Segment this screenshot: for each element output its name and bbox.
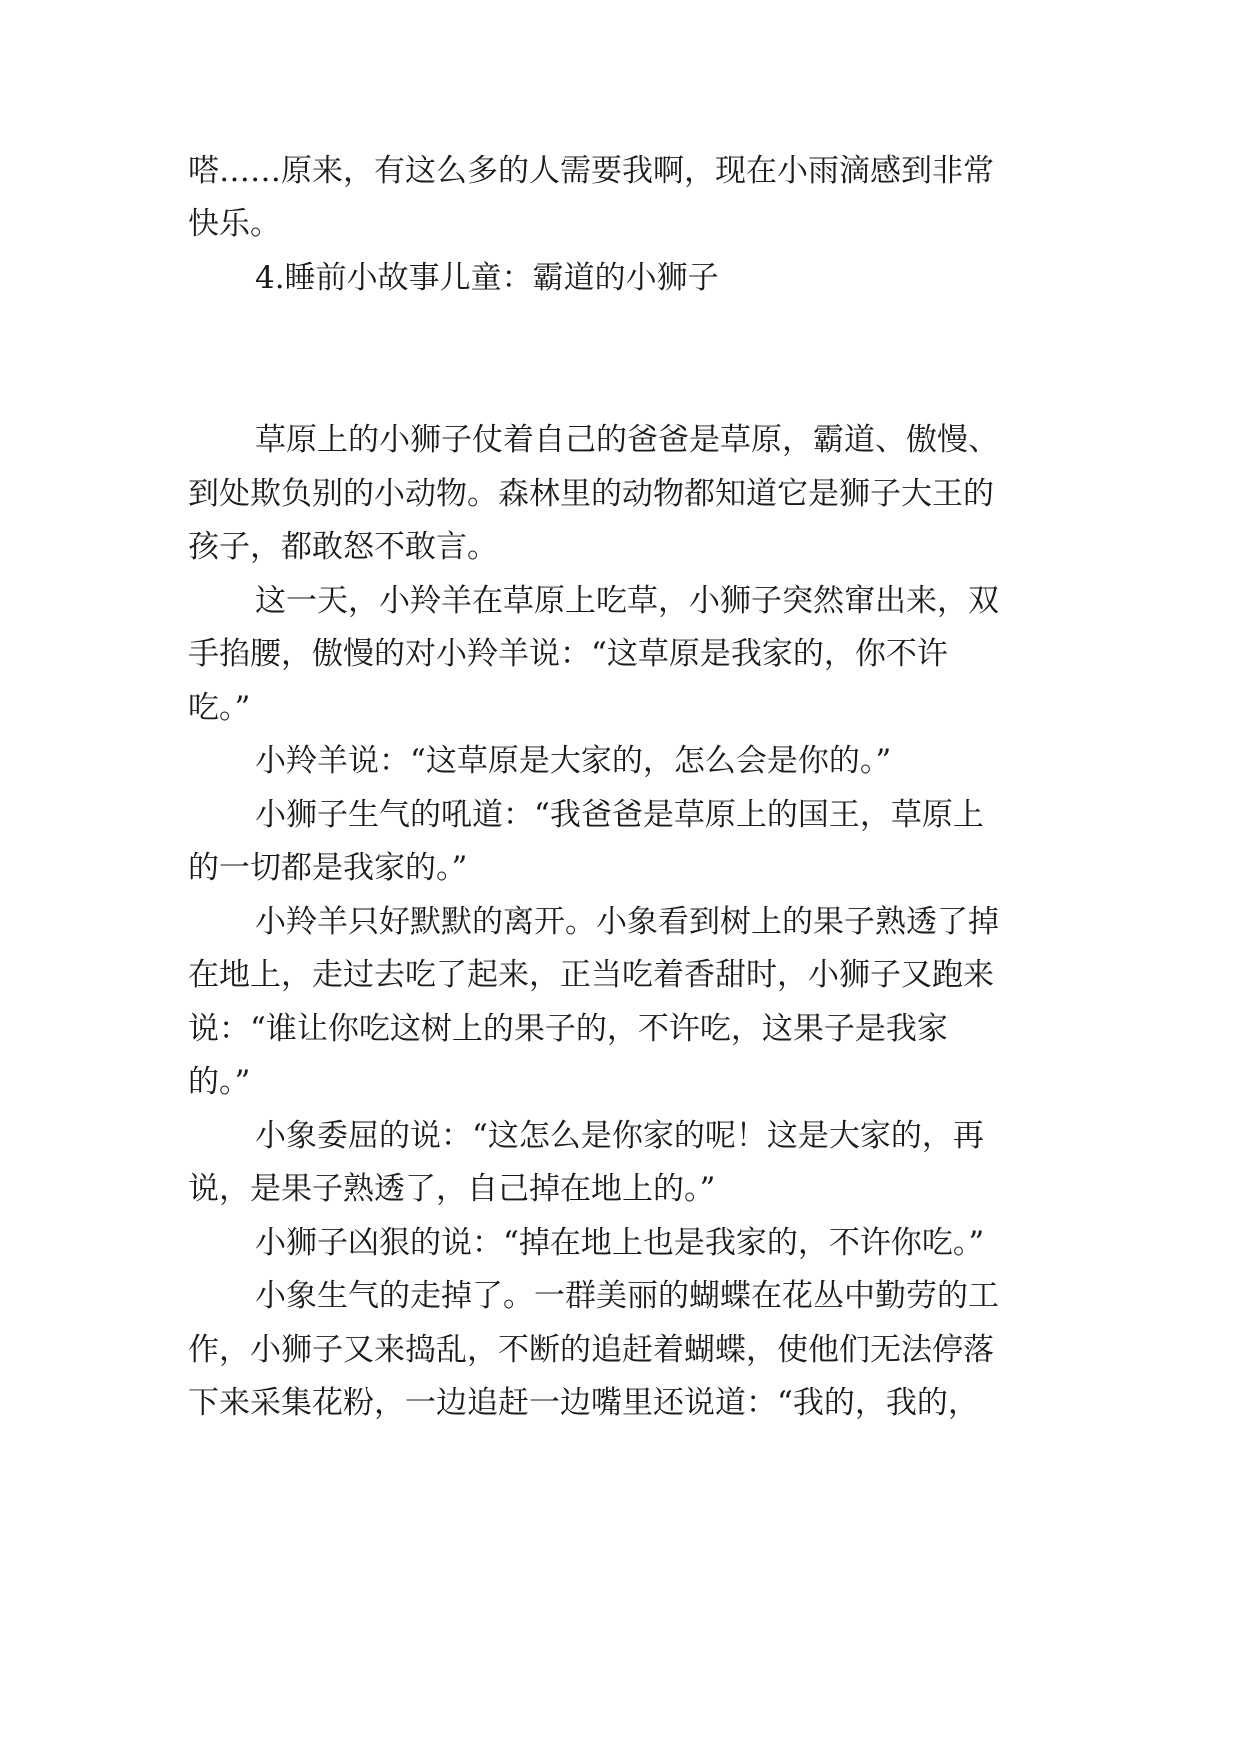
- text-line: 小羚羊说：“这草原是大家的，怎么会是你的。”: [255, 743, 892, 779]
- text-line: 到处欺负别的小动物。森林里的动物都知道它是狮子大王的: [188, 476, 994, 512]
- text-line: 小象生气的走掉了。一群美丽的蝴蝶在花丛中勤劳的工: [255, 1278, 999, 1314]
- text-line: 吃。”: [188, 690, 251, 726]
- section-heading: 4.睡前小故事儿童：霸道的小狮子: [255, 260, 719, 296]
- text-line: 嗒……原来，有这么多的人需要我啊，现在小雨滴感到非常: [188, 153, 994, 189]
- text-line: 说，是果子熟透了，自己掉在地上的。”: [188, 1171, 716, 1207]
- text-line: 快乐。: [188, 206, 281, 242]
- text-line: 小羚羊只好默默的离开。小象看到树上的果子熟透了掉: [255, 904, 999, 940]
- text-line: 在地上，走过去吃了起来，正当吃着香甜时，小狮子又跑来: [188, 957, 994, 993]
- text-line: 小狮子生气的吼道：“我爸爸是草原上的国王，草原上: [255, 797, 984, 833]
- text-line: 孩子，都敢怒不敢言。: [188, 529, 498, 565]
- text-line: 说：“谁让你吃这树上的果子的，不许吃，这果子是我家: [188, 1011, 948, 1047]
- text-line: 这一天，小羚羊在草原上吃草，小狮子突然窜出来，双: [255, 583, 999, 619]
- text-line: 小狮子凶狠的说：“掉在地上也是我家的，不许你吃。”: [255, 1225, 985, 1261]
- text-line: 小象委屈的说：“这怎么是你家的呢！这是大家的，再: [255, 1118, 984, 1154]
- text-line: 的一切都是我家的。”: [188, 850, 468, 886]
- text-line: 作，小狮子又来捣乱，不断的追赶着蝴蝶，使他们无法停落: [188, 1332, 994, 1368]
- text-line: 的。”: [188, 1064, 251, 1100]
- text-line: 手掐腰，傲慢的对小羚羊说：“这草原是我家的，你不许: [188, 636, 948, 672]
- text-line: 下来采集花粉，一边追赶一边嘴里还说道：“我的，我的，: [188, 1385, 979, 1421]
- text-line: 草原上的小狮子仗着自己的爸爸是草原，霸道、傲慢、: [255, 422, 999, 458]
